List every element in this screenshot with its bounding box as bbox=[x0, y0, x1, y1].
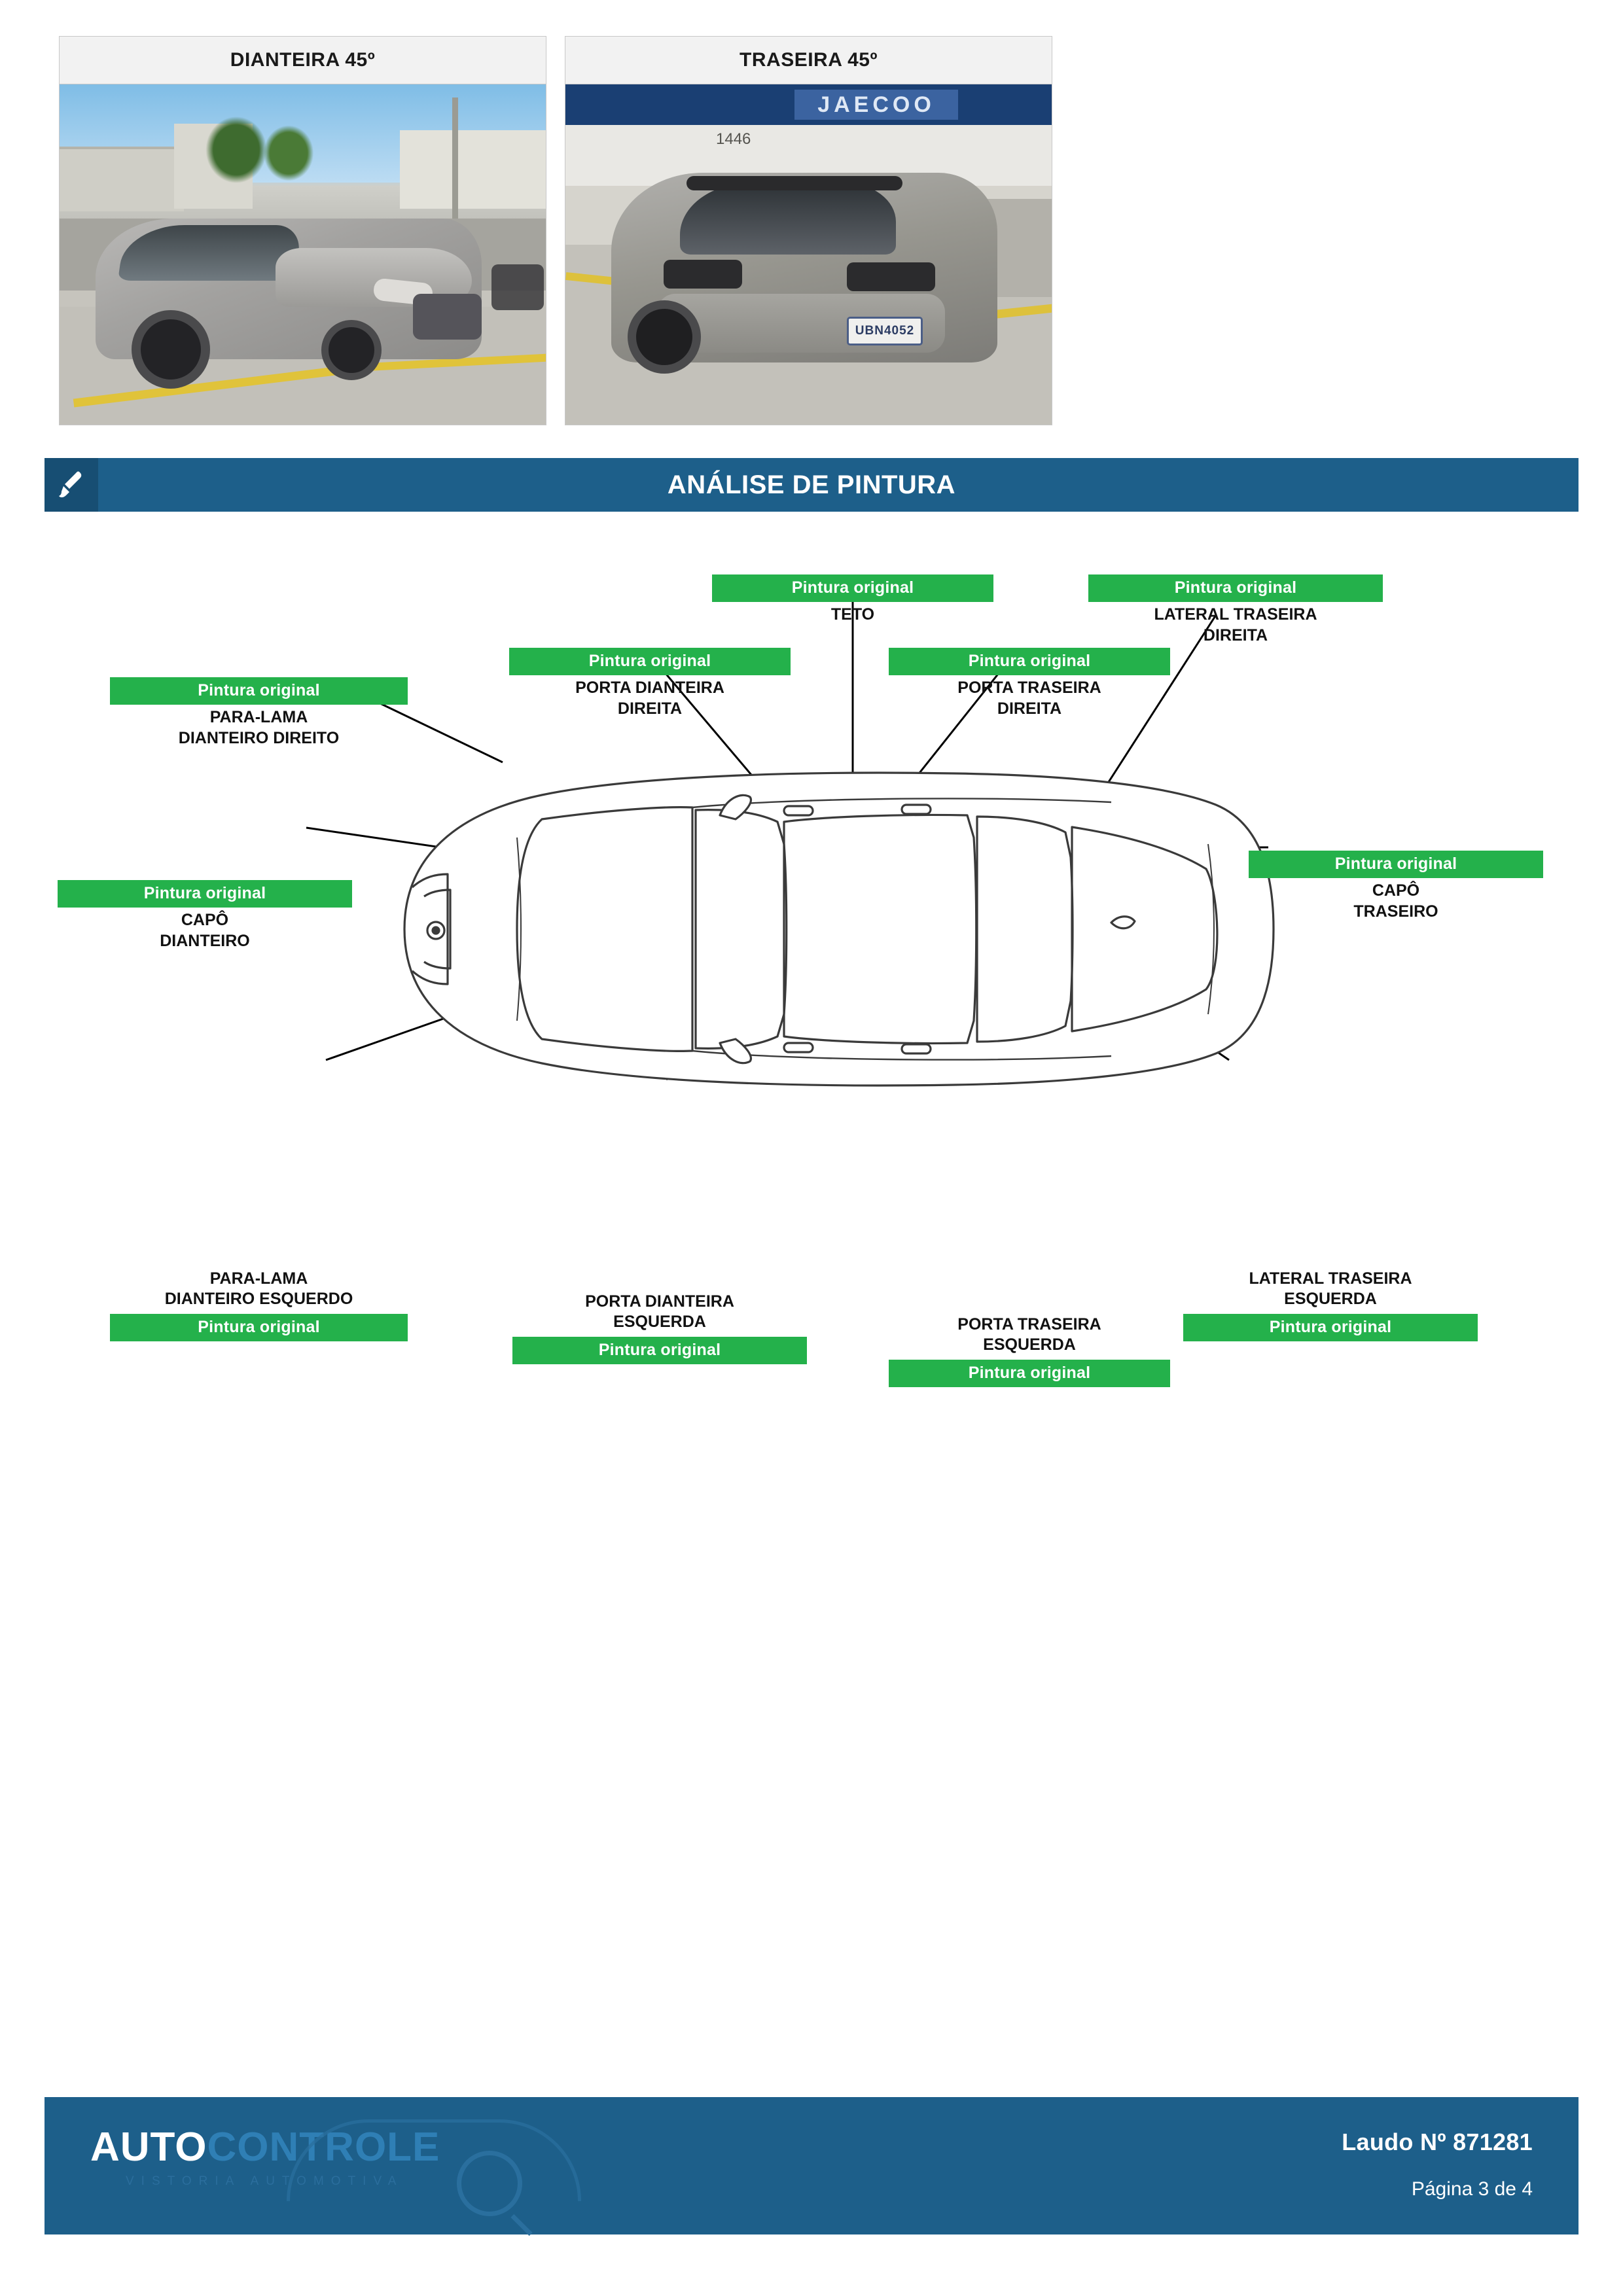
status-lateral-traseira-esquerda: Pintura original bbox=[1183, 1314, 1478, 1341]
company-logo bbox=[90, 2125, 588, 2210]
label-lateral-traseira-direita bbox=[1088, 574, 1383, 646]
photo-caption-rear: TRASEIRA 45º bbox=[565, 37, 1052, 84]
brand-secondary: CONTROLE bbox=[207, 2125, 440, 2170]
part-name-para-lama-dianteiro-direito: PARA-LAMA DIANTEIRO DIREITO bbox=[178, 708, 340, 747]
photo-car-rear-wheel bbox=[321, 320, 382, 380]
photo-caption-front: DIANTEIRA 45º bbox=[60, 37, 546, 84]
part-name-porta-traseira-esquerda: PORTA TRASEIRA ESQUERDA bbox=[957, 1315, 1101, 1354]
brand-tagline: VISTORIA AUTOMOTIVA bbox=[126, 2174, 404, 2188]
part-name-capo-dianteiro: CAPÔ DIANTEIRO bbox=[160, 911, 250, 950]
paint-brush-icon bbox=[45, 458, 98, 512]
page-footer bbox=[45, 2097, 1578, 2234]
footer-meta bbox=[1342, 2128, 1533, 2200]
part-name-porta-dianteira-direita: PORTA DIANTEIRA DIREITA bbox=[575, 679, 724, 718]
photo-card-rear bbox=[565, 36, 1052, 425]
car-outline-icon bbox=[287, 2119, 581, 2201]
photo-car-rear-left-wheel bbox=[628, 300, 701, 374]
photo-card-front bbox=[59, 36, 546, 425]
label-teto bbox=[712, 574, 993, 626]
status-lateral-traseira-direita: Pintura original bbox=[1088, 574, 1383, 602]
label-para-lama-dianteiro-esquerdo bbox=[110, 1266, 408, 1341]
part-name-lateral-traseira-esquerda: LATERAL TRASEIRA ESQUERDA bbox=[1249, 1269, 1412, 1309]
label-porta-traseira-esquerda bbox=[889, 1312, 1170, 1387]
part-name-porta-dianteira-esquerda: PORTA DIANTEIRA ESQUERDA bbox=[585, 1292, 734, 1332]
photo-car-taillight-right bbox=[847, 262, 935, 291]
status-porta-traseira-direita: Pintura original bbox=[889, 648, 1170, 675]
photo-building-left bbox=[60, 147, 184, 211]
magnifier-icon bbox=[457, 2151, 522, 2216]
label-porta-dianteira-esquerda bbox=[512, 1289, 807, 1364]
status-capo-traseiro: Pintura original bbox=[1249, 851, 1543, 878]
photo-palm-tree-2 bbox=[259, 120, 318, 186]
part-name-para-lama-dianteiro-esquerdo: PARA-LAMA DIANTEIRO ESQUERDO bbox=[164, 1269, 353, 1309]
part-name-capo-traseiro: CAPÔ TRASEIRO bbox=[1353, 881, 1438, 921]
status-capo-dianteiro: Pintura original bbox=[58, 880, 352, 908]
label-capo-dianteiro bbox=[58, 880, 352, 951]
status-teto: Pintura original bbox=[712, 574, 993, 602]
section-title: ANÁLISE DE PINTURA bbox=[667, 470, 956, 499]
label-porta-traseira-direita bbox=[889, 648, 1170, 719]
label-lateral-traseira-esquerda bbox=[1183, 1266, 1478, 1341]
photo-dealership-sign: JAECOO bbox=[794, 90, 958, 120]
photo-building-right bbox=[400, 130, 546, 209]
paint-analysis-diagram bbox=[45, 517, 1578, 1382]
photo-dealership-number: 1446 bbox=[716, 130, 751, 148]
report-number: Laudo Nº 871281 bbox=[1342, 2128, 1533, 2155]
part-name-lateral-traseira-direita: LATERAL TRASEIRA DIREITA bbox=[1154, 605, 1317, 645]
label-para-lama-dianteiro-direito bbox=[110, 677, 408, 749]
photo-car-windows bbox=[118, 225, 302, 281]
photo-car-taillight-left bbox=[664, 260, 742, 289]
section-header-paint-analysis bbox=[45, 458, 1578, 512]
photo-car-rear-window bbox=[680, 183, 896, 255]
photo-car-grille bbox=[413, 294, 482, 340]
photo-license-plate: UBN4052 bbox=[847, 317, 923, 345]
label-porta-dianteira-direita bbox=[509, 648, 791, 719]
label-capo-traseiro bbox=[1249, 851, 1543, 922]
status-porta-dianteira-esquerda: Pintura original bbox=[512, 1337, 807, 1364]
brand-primary: AUTO bbox=[90, 2125, 207, 2170]
status-porta-dianteira-direita: Pintura original bbox=[509, 648, 791, 675]
part-name-porta-traseira-direita: PORTA TRASEIRA DIREITA bbox=[957, 679, 1101, 718]
photo-car-front-wheel bbox=[132, 310, 210, 389]
photo-image-rear bbox=[565, 84, 1052, 425]
part-name-teto: TETO bbox=[830, 605, 875, 624]
photo-image-front bbox=[60, 84, 546, 425]
status-para-lama-dianteiro-esquerdo: Pintura original bbox=[110, 1314, 408, 1341]
status-porta-traseira-esquerda: Pintura original bbox=[889, 1360, 1170, 1387]
photo-car-spoiler bbox=[687, 176, 902, 190]
photo-motorcycle bbox=[491, 264, 544, 310]
status-para-lama-dianteiro-direito: Pintura original bbox=[110, 677, 408, 705]
photo-strip bbox=[59, 36, 1052, 425]
car-top-view-outline bbox=[326, 759, 1308, 1099]
page-number: Página 3 de 4 bbox=[1411, 2178, 1533, 2200]
